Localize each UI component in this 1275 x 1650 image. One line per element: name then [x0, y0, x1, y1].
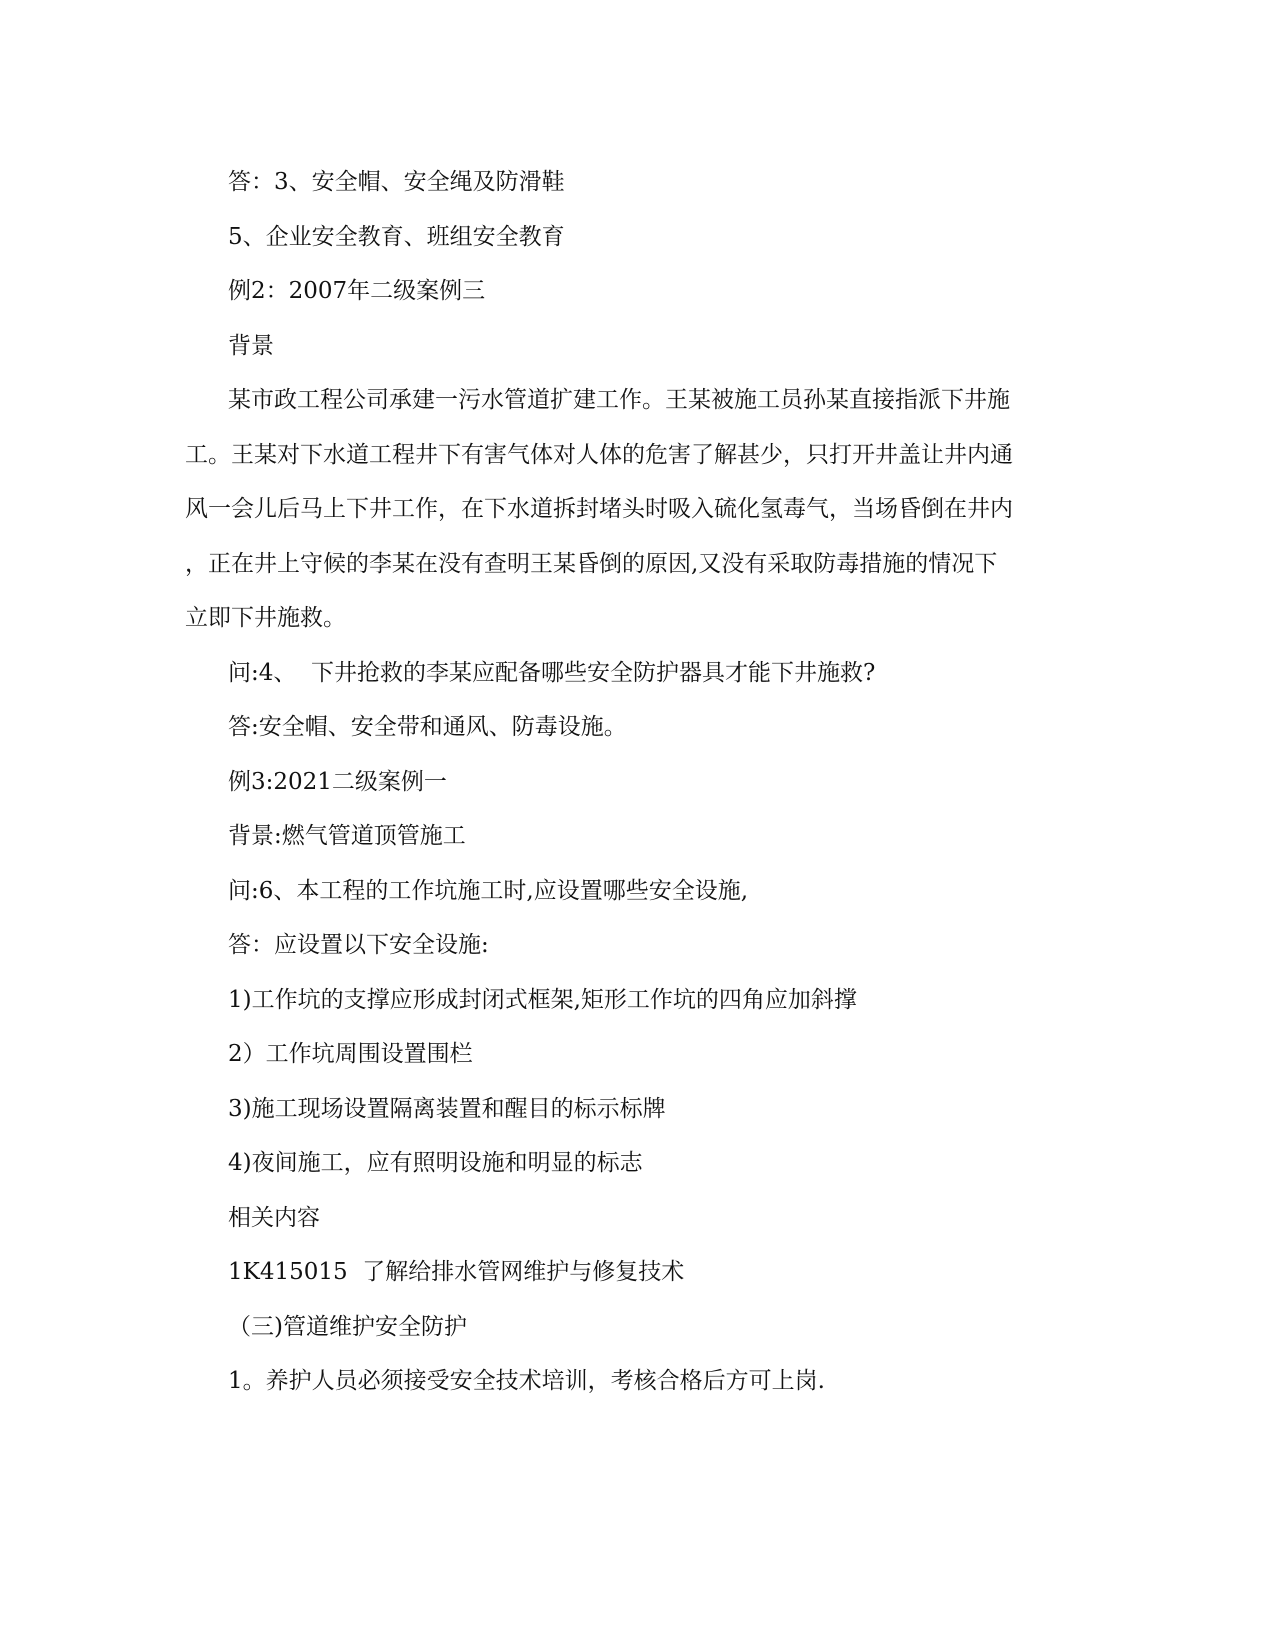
answer-item-2: 2）工作坑周围设置围栏 — [228, 1041, 473, 1067]
answer-line-safety-gear: 答：3、安全帽、安全绳及防滑鞋 — [228, 169, 565, 195]
example-2-heading: 例2：2007年二级案例三 — [228, 278, 486, 304]
answer-item-3: 3)施工现场设置隔离装置和醒目的标示标牌 — [228, 1095, 666, 1122]
paragraph-line: 工。王某对下水道工程井下有害气体对人体的危害了解甚少，只打开井盖让井内通 — [185, 441, 1013, 468]
subsection-heading: （三)管道维护安全防护 — [228, 1313, 467, 1340]
answer-4: 答:安全帽、安全带和通风、防毒设施。 — [228, 714, 627, 740]
answer-item-1: 1)工作坑的支撑应形成封闭式框架,矩形工作坑的四角应加斜撑 — [228, 986, 857, 1013]
paragraph-line: 立即下井施救。 — [185, 605, 346, 631]
question-6: 问:6、本工程的工作坑施工时,应设置哪些安全设施, — [228, 877, 749, 904]
paragraph-line: 某市政工程公司承建一污水管道扩建工作。王某被施工员孙某直接指派下井施 — [228, 387, 1010, 413]
related-content-heading: 相关内容 — [228, 1204, 320, 1231]
background-gas-pipeline: 背景:燃气管道顶管施工 — [228, 823, 466, 849]
answer-line-education: 5、企业安全教育、班组安全教育 — [228, 223, 565, 250]
answer-item-4: 4)夜间施工，应有照明设施和明显的标志 — [228, 1150, 643, 1176]
section-code-heading: 1K415015 了解给排水管网维护与修复技术 — [228, 1259, 685, 1285]
answer-6-intro: 答：应设置以下安全设施: — [228, 932, 489, 958]
background-heading: 背景 — [228, 332, 274, 359]
paragraph-line: 风一会儿后马上下井工作，在下水道拆封堵头时吸入硫化氢毒气，当场昏倒在井内 — [185, 496, 1013, 522]
example-3-heading: 例3:2021二级案例一 — [228, 768, 447, 795]
paragraph-line: ，正在井上守候的李某在没有查明王某昏倒的原因,又没有采取防毒措施的情况下 — [185, 550, 998, 577]
rule-item-1: 1。养护人员必须接受安全技术培训，考核合格后方可上岗. — [228, 1368, 825, 1394]
background-paragraph — [185, 382, 1090, 655]
document-body — [185, 164, 1090, 1418]
question-4: 问:4、 下井抢救的李某应配备哪些安全防护器具才能下井施救? — [228, 659, 876, 686]
